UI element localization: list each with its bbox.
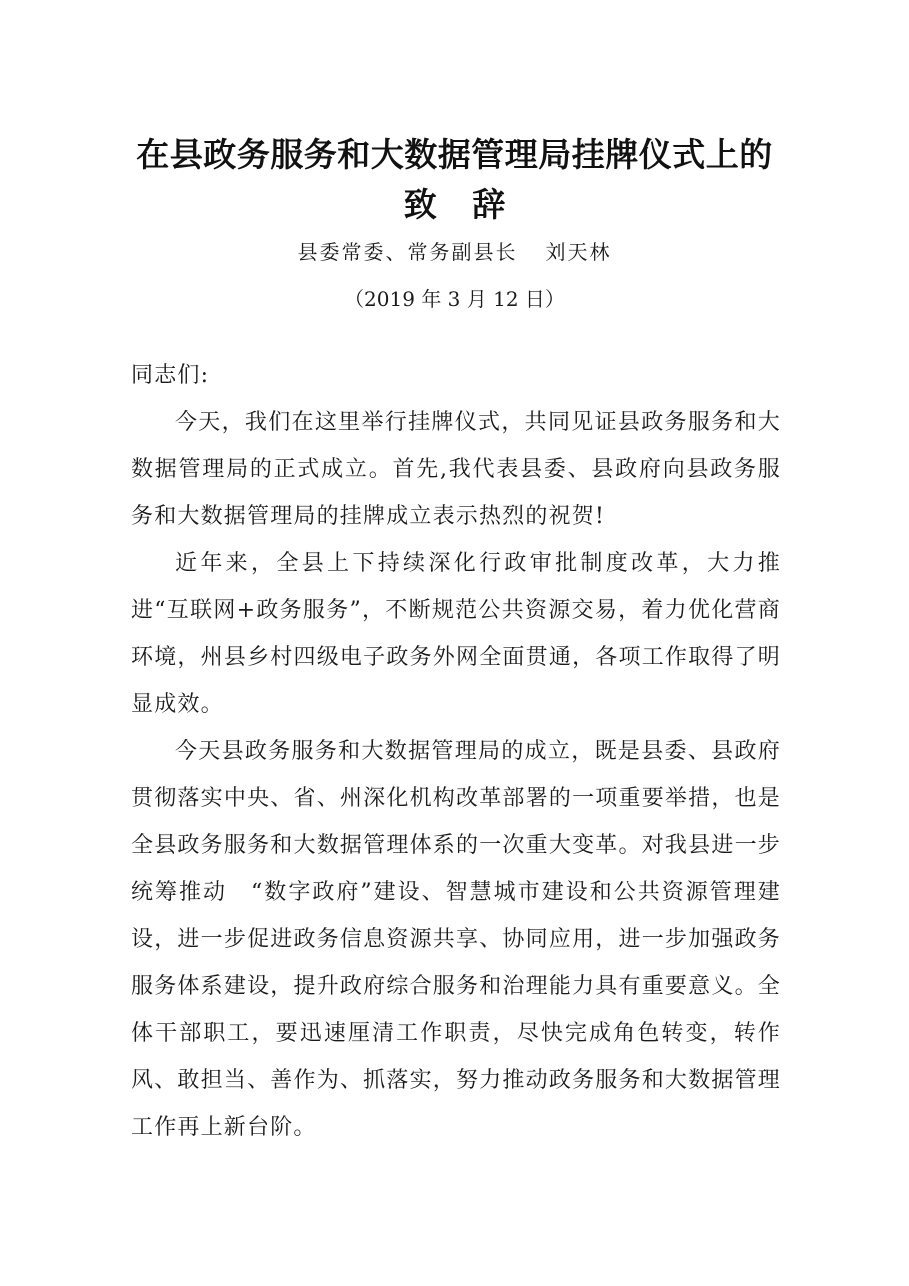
title-line-2: 致 辞: [403, 185, 518, 224]
speech-date: （2019 年 3 月 12 日）: [344, 287, 565, 311]
salutation: 同志们:: [131, 363, 210, 388]
author-role: 县委常委、常务副县长: [297, 240, 518, 264]
title-line-1: 在县政务服务和大数据管理局挂牌仪式上的: [136, 135, 773, 174]
paragraph-3: 今天县政务服务和大数据管理局的成立，既是县委、县政府贯彻落实中央、省、州深化机构改革部署的一项重要举措，也是全县政务服务和大数据管理体系的一次重大变革。对我县进一步统筹推动 “数字政府”建设、智慧城市建设和公共资源管理建设，进一步促进政务信息资源共享、协同应用，进一步加强政务服务体系建设，提升政府综合服务和治理能力具有重要意义。全体干部职工，要迅速厘清工作职责，尽快完成角色转变，转作风、敢担当、善作为、抓落实，努力推动政务服务和大数据管理工作再上新台阶。: [131, 739, 781, 1140]
author-name: 刘天林: [545, 240, 612, 264]
paragraph-2: 近年来，全县上下持续深化行政审批制度改革，大力推进“互联网+政务服务”，不断规范公共资源交易，着力优化营商环境，州县乡村四级电子政务外网全面贯通，各项工作取得了明显成效。: [131, 551, 781, 717]
speech-body: [131, 352, 781, 1151]
paragraph-1: 今天，我们在这里举行挂牌仪式，共同见证县政务服务和大数据管理局的正式成立。首先,我代表县委、县政府向县政务服务和大数据管理局的挂牌成立表示热烈的祝贺!: [131, 410, 781, 529]
author-byline: [0, 238, 909, 266]
document-title: [0, 130, 909, 230]
